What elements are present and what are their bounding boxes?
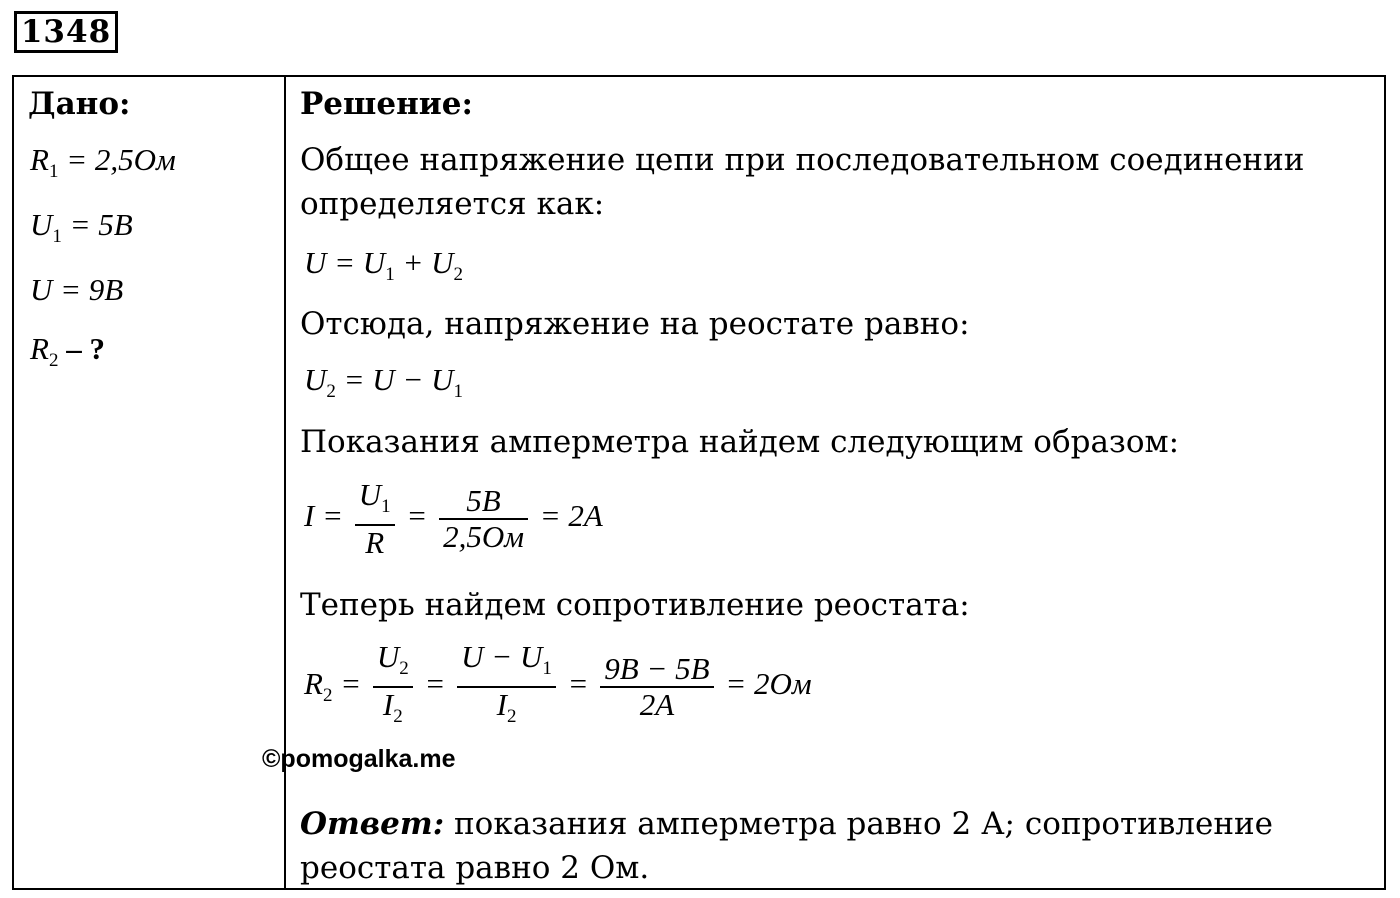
formula-rheostat-voltage: $U_2 = U - U_1$ — [304, 362, 464, 402]
watermark: ©pomogalka.me — [262, 745, 456, 773]
answer-line-2: реостата равно 2 Ом. — [300, 850, 650, 886]
given-u: U = 9В — [30, 272, 124, 307]
given-header: Дано: — [28, 86, 131, 122]
solution-paragraph-2: Отсюда, напряжение на реостате равно: — [300, 306, 970, 342]
problem-number: 1348 — [14, 11, 118, 53]
answer-line-1: Ответ: показания амперметра равно 2 А; сопротивление — [300, 806, 1274, 842]
solution-paragraph-1b: определяется как: — [300, 186, 605, 222]
solution-header: Решение: — [300, 86, 473, 122]
solution-paragraph-3: Показания амперметра найдем следующим образом: — [300, 424, 1180, 460]
fraction-u-minus-u1-over-i2: $\frac{U - U_1}{I_2}$ — [457, 640, 556, 734]
solution-table — [12, 75, 1386, 890]
solution-paragraph-1a: Общее напряжение цепи при последовательном соединении — [300, 142, 1305, 178]
fraction-u2-over-i2: $\frac{U_2}{I_2}$ — [373, 640, 413, 734]
answer-label: Ответ: — [300, 806, 445, 842]
fraction-numeric: $\frac{9В - 5В}{2А}$ — [600, 652, 713, 722]
fraction-u1-over-r: $\frac{U_1}{R}$ — [355, 478, 395, 560]
given-unknown-r2: $R_2$ – ? — [30, 331, 105, 371]
formula-total-voltage: $U = U_1 + U_2$ — [304, 245, 464, 285]
formula-resistance: $R_2$ = $\frac{U_2}{I_2}$ = $\frac{U - U_1}{I_2}$ = $\frac{9В - 5В}{2А}$ = 2Ом — [304, 640, 812, 734]
fraction-5v-over-resistance: $\frac{5В}{2,5Ом}$ — [439, 484, 528, 554]
given-r1: $R_1 = 2,5Ом$ — [30, 142, 176, 182]
given-u1: $U_1 = 5В$ — [30, 207, 133, 247]
formula-current: I = $\frac{U_1}{R}$ = $\frac{5В}{2,5Ом}$ = 2A — [304, 477, 603, 560]
solution-paragraph-4: Теперь найдем сопротивление реостата: — [300, 587, 970, 623]
